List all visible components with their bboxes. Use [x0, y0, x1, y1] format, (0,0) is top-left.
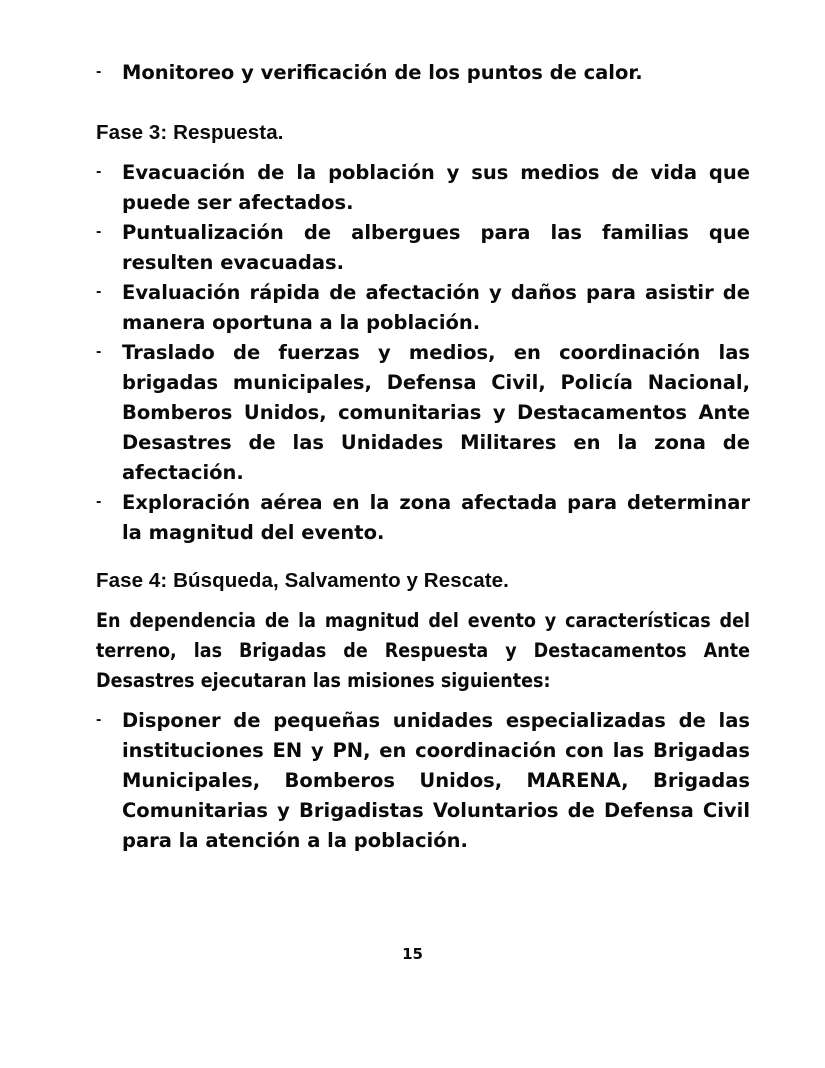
bullet-dash-icon: -: [96, 285, 102, 300]
list-item: [96, 58, 750, 88]
list-item: [96, 218, 750, 278]
bullet-dash-icon: -: [96, 165, 102, 180]
bullet-dash-icon: -: [96, 65, 102, 80]
fase-4-intro-paragraph: [96, 606, 750, 696]
fase-3-bullet-list: [96, 158, 750, 548]
intro-bullet-list: [96, 58, 750, 88]
bullet-dash-icon: -: [96, 345, 102, 360]
list-item-text: Exploración aérea en la zona afectada para determinar la magnitud del evento.: [122, 491, 750, 544]
list-item-text: Evaluación rápida de afectación y daños para asistir de manera oportuna a la población.: [122, 281, 750, 334]
list-item: [96, 158, 750, 218]
list-item: [96, 488, 750, 548]
spacer: [96, 548, 750, 566]
paragraph-text: En dependencia de la magnitud del evento y características del terreno, las Brigadas de Respuesta y Destacamentos Ante Desastres ejecutaran las misiones siguientes:: [96, 609, 750, 692]
list-item-text: Monitoreo y verificación de los puntos de calor.: [122, 61, 643, 84]
page-number: 15: [402, 945, 423, 963]
bullet-dash-icon: -: [96, 225, 102, 240]
spacer: [96, 596, 750, 606]
spacer: [96, 696, 750, 706]
list-item-text: Traslado de fuerzas y medios, en coordinación las brigadas municipales, Defensa Civil, Policía Nacional, Bomberos Unidos, comunitarias y Destacamentos Ante Desastres de las Unidades Militares en la zona de afectación.: [122, 341, 750, 484]
spacer: [96, 88, 750, 118]
list-item: [96, 278, 750, 338]
list-item-text: Evacuación de la población y sus medios de vida que puede ser afectados.: [122, 161, 750, 214]
page-content: [96, 58, 750, 856]
section-heading-fase-4: Fase 4: Búsqueda, Salvamento y Rescate.: [96, 569, 509, 592]
list-item: [96, 338, 750, 488]
list-item-text: Disponer de pequeñas unidades especializadas de las instituciones EN y PN, en coordinación con las Brigadas Municipales, Bomberos Unidos, MARENA, Brigadas Comunitarias y Brigadistas Voluntarios de Defensa Civil para la atención a la población.: [122, 709, 750, 852]
list-item-text: Puntualización de albergues para las familias que resulten evacuadas.: [122, 221, 750, 274]
spacer: [96, 148, 750, 158]
section-heading-fase-3: Fase 3: Respuesta.: [96, 121, 284, 144]
list-item: [96, 706, 750, 856]
bullet-dash-icon: -: [96, 713, 102, 728]
bullet-dash-icon: -: [96, 495, 102, 510]
fase-4-bullet-list: [96, 706, 750, 856]
